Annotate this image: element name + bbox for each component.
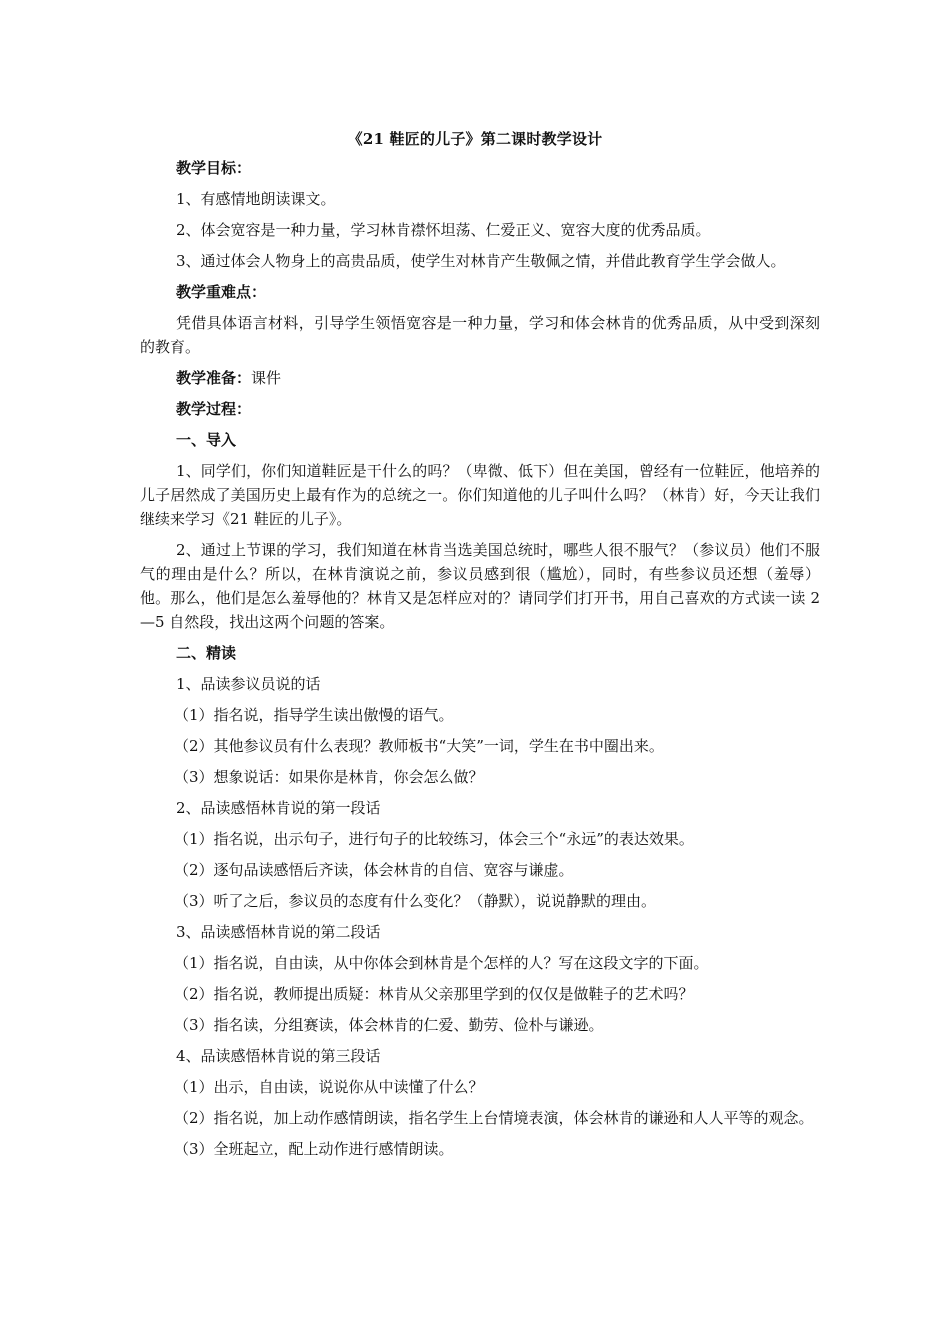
intro-paragraph-2: 2、通过上节课的学习，我们知道在林肯当选美国总统时，哪些人很不服气？（参议员）他们不服气的理由是什么？所以，在林肯演说之前，参议员感到很（尴尬），同时，有些参议员还想（羞辱）他。那么，他们是怎么羞辱他的？林肯又是怎样应对的？请同学们打开书，用自己喜欢的方式读一读 2—5 自然段，找出这两个问题的答案。 xyxy=(140,541,820,631)
section-1-title: 1、品读参议员说的话 xyxy=(176,675,321,693)
section-2-title: 2、品读感悟林肯说的第一段话 xyxy=(176,799,381,817)
section-3-item-1: （1）指名说，自由读，从中你体会到林肯是个怎样的人？写在这段文字的下面。 xyxy=(174,954,709,972)
preparation-line xyxy=(140,366,820,390)
objectives-heading: 教学目标： xyxy=(176,159,252,177)
section-1-item-3: （3）想象说话：如果你是林肯，你会怎么做？ xyxy=(174,768,484,786)
document-title: 《21 鞋匠的儿子》第二课时教学设计 xyxy=(347,130,603,148)
difficulties-heading: 教学重难点： xyxy=(176,283,267,301)
difficulties-text: 凭借具体语言材料，引导学生领悟宽容是一种力量，学习和体会林肯的优秀品质，从中受到深刻的教育。 xyxy=(140,314,820,356)
section-3-title: 3、品读感悟林肯说的第二段话 xyxy=(176,923,381,941)
section-4-item-2: （2）指名说，加上动作感情朗读，指名学生上台情境表演，体会林肯的谦逊和人人平等的观念。 xyxy=(174,1109,814,1127)
preparation-value: 课件 xyxy=(251,369,282,387)
section-1-item-2: （2）其他参议员有什么表现？教师板书“大笑”一词，学生在书中圈出来。 xyxy=(174,737,664,755)
section-3-item-3: （3）指名读，分组赛读，体会林肯的仁爱、勤劳、俭朴与谦逊。 xyxy=(174,1016,604,1034)
intro-heading: 一、导入 xyxy=(176,431,237,449)
section-4-title: 4、品读感悟林肯说的第三段话 xyxy=(176,1047,381,1065)
objective-item-1: 1、有感情地朗读课文。 xyxy=(176,190,336,208)
objective-item-2: 2、体会宽容是一种力量，学习林肯襟怀坦荡、仁爱正义、宽容大度的优秀品质。 xyxy=(176,221,711,239)
section-2-item-3: （3）听了之后，参议员的态度有什么变化？（静默），说说静默的理由。 xyxy=(174,892,657,910)
section-2-item-2: （2）逐句品读感悟后齐读，体会林肯的自信、宽容与谦虚。 xyxy=(174,861,574,879)
section-4-item-1: （1）出示，自由读，说说你从中读懂了什么？ xyxy=(174,1078,484,1096)
section-2-item-1: （1）指名说，出示句子，进行句子的比较练习，体会三个“永远”的表达效果。 xyxy=(174,830,694,848)
objective-item-3: 3、通过体会人物身上的高贵品质，使学生对林肯产生敬佩之情，并借此教育学生学会做人。 xyxy=(176,252,786,270)
document-body xyxy=(140,156,820,1168)
process-heading: 教学过程： xyxy=(176,400,252,418)
section-3-item-2: （2）指名说，教师提出质疑：林肯从父亲那里学到的仅仅是做鞋子的艺术吗？ xyxy=(174,985,694,1003)
preparation-label: 教学准备： xyxy=(176,369,252,387)
reading-heading: 二、精读 xyxy=(176,644,237,662)
section-1-item-1: （1）指名说，指导学生读出傲慢的语气。 xyxy=(174,706,454,724)
intro-paragraph-1: 1、同学们，你们知道鞋匠是干什么的吗？（卑微、低下）但在美国，曾经有一位鞋匠，他培养的儿子居然成了美国历史上最有作为的总统之一。你们知道他的儿子叫什么吗？（林肯）好，今天让我们继续来学习《21 鞋匠的儿子》。 xyxy=(140,462,820,528)
section-4-item-3: （3）全班起立，配上动作进行感情朗读。 xyxy=(174,1140,454,1158)
